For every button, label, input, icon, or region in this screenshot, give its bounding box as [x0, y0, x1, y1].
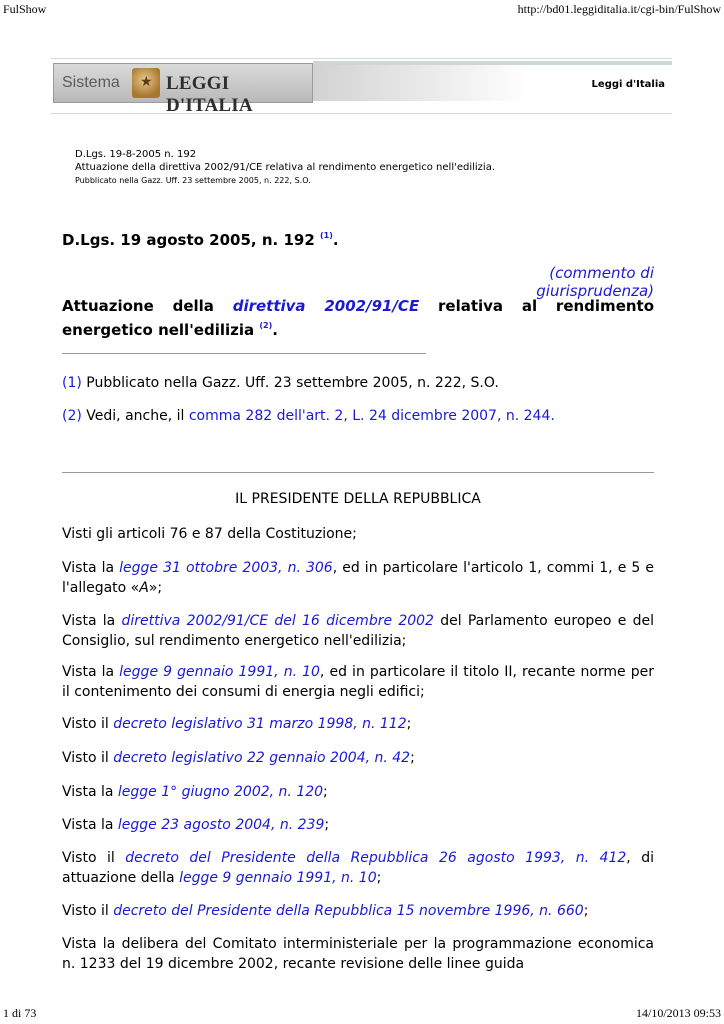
title-period: . [332, 231, 339, 249]
paragraph-9 [62, 848, 654, 888]
paragraph-4-post: , ed in particolare il titolo II, recante norme per il contenimento dei consumi di energia negli edifici; [62, 664, 654, 700]
footnote-1-text: Pubblicato nella Gazz. Uff. 23 settembre 2005, n. 222, S.O. [81, 375, 499, 391]
paragraph-11-text: Vista la delibera del Comitato interministeriale per la programmazione economica n. 1233 del 19 dicembre 2002, recante revisione delle linee guida [62, 936, 654, 972]
directive-link[interactable]: direttiva 2002/91/CE [232, 297, 420, 315]
paragraph-8-post: ; [324, 817, 330, 833]
paragraph-2-post: , ed in particolare l'articolo 1, commi 1, e 5 e l'allegato « [62, 560, 654, 596]
star-icon: ★ [140, 74, 153, 90]
logo-text: LEGGI D'ITALIA [166, 73, 253, 116]
banner-right-label: Leggi d'Italia [591, 79, 665, 90]
paragraph-10 [62, 901, 654, 921]
paragraph-7 [62, 782, 654, 802]
logo-prefix: Sistema [62, 74, 120, 91]
footnote-1 [62, 375, 499, 391]
subtitle-note-ref[interactable]: (2) [259, 321, 273, 330]
paragraph-10-pre: Visto il [62, 903, 114, 919]
law-link-239[interactable]: legge 23 agosto 2004, n. 239 [117, 817, 325, 833]
paragraph-6-post: ; [410, 750, 415, 766]
document-title [62, 231, 339, 249]
site-banner [51, 58, 672, 114]
paragraph-1-text: Visti gli articoli 76 e 87 della Costituzione; [62, 526, 357, 542]
paragraph-1 [62, 524, 654, 544]
footnote-2-ref[interactable]: (2) [62, 408, 82, 424]
comment-link[interactable]: (commento di giurisprudenza) [536, 264, 654, 300]
paragraph-2-annex: A [139, 580, 149, 596]
paragraph-8-pre: Vista la [62, 817, 118, 833]
paragraph-10-post: ; [583, 903, 589, 919]
dpr-link-412[interactable]: decreto del Presidente della Repubblica 26 agosto 1993, n. 412 [125, 850, 627, 866]
subtitle-period: . [272, 321, 278, 339]
paragraph-5 [62, 714, 654, 734]
paragraph-2 [62, 558, 654, 598]
print-footer-page: 1 di 73 [3, 1006, 37, 1020]
directive-2002-link[interactable]: direttiva 2002/91/CE del 16 dicembre 2002 [121, 613, 434, 629]
document-subtitle [62, 297, 654, 340]
paragraph-4-pre: Vista la [62, 664, 120, 680]
title-note-ref[interactable]: (1) [320, 231, 333, 240]
president-heading: IL PRESIDENTE DELLA REPUBBLICA [235, 491, 481, 507]
print-header-left: FulShow [3, 2, 47, 16]
document-meta [75, 148, 495, 187]
law-link-306[interactable]: legge 31 ottobre 2003, n. 306 [119, 560, 333, 576]
paragraph-4 [62, 662, 654, 702]
footnote-1-ref[interactable]: (1) [62, 375, 82, 391]
footnote-2-text: Vedi, anche, il [81, 408, 189, 424]
subtitle-part-1: Attuazione della [62, 297, 233, 315]
dpr-link-660[interactable]: decreto del Presidente della Repubblica 15 novembre 1996, n. 660 [113, 903, 584, 919]
paragraph-8 [62, 815, 654, 835]
law-link-10[interactable]: legge 9 gennaio 1991, n. 10 [119, 664, 320, 680]
paragraph-3-post: del Parlamento europeo e del Consiglio, sul rendimento energetico nell'edilizia; [62, 613, 654, 649]
meta-line-3: Pubblicato nella Gazz. Uff. 23 settembre 2005, n. 222, S.O. [75, 176, 311, 185]
paragraph-7-pre: Vista la [62, 784, 118, 800]
paragraph-3-pre: Vista la [62, 613, 122, 629]
title-text: D.Lgs. 19 agosto 2005, n. 192 [62, 231, 315, 249]
paragraph-5-post: ; [406, 716, 412, 732]
paragraph-9-pre: Visto il [62, 850, 126, 866]
meta-line-2: Attuazione della direttiva 2002/91/CE relativa al rendimento energetico nell'edilizia. [75, 162, 496, 173]
paragraph-6 [62, 748, 654, 768]
paragraph-9-post: , di attuazione della [62, 850, 655, 886]
divider-short [62, 353, 426, 354]
footnote-2 [62, 408, 555, 424]
footnote-2-link[interactable]: comma 282 dell'art. 2, L. 24 dicembre 2007, n. 244. [188, 408, 555, 424]
meta-line-1: D.Lgs. 19-8-2005 n. 192 [75, 149, 197, 160]
decree-link-42[interactable]: decreto legislativo 22 gennaio 2004, n. 42 [113, 750, 411, 766]
paragraph-11 [62, 934, 654, 974]
paragraph-2-pre: Vista la [62, 560, 120, 576]
paragraph-5-pre: Visto il [62, 716, 114, 732]
paragraph-3 [62, 611, 654, 651]
paragraph-7-post: ; [323, 784, 328, 800]
paragraph-2-post-2: »; [148, 580, 163, 596]
law-link-120[interactable]: legge 1° giugno 2002, n. 120 [117, 784, 324, 800]
paragraph-9-post-2: ; [376, 870, 382, 886]
print-footer-timestamp: 14/10/2013 09:53 [635, 1006, 721, 1020]
divider-long [62, 472, 654, 473]
subtitle-part-2: relativa al rendimento energetico nell'edilizia [62, 297, 655, 339]
decree-link-112[interactable]: decreto legislativo 31 marzo 1998, n. 112 [113, 716, 407, 732]
site-logo[interactable] [53, 63, 313, 116]
law-link-10-b[interactable]: legge 9 gennaio 1991, n. 10 [179, 870, 377, 886]
paragraph-6-pre: Visto il [62, 750, 114, 766]
print-header-url: http://bd01.leggiditalia.it/cgi-bin/FulShow [517, 2, 721, 16]
